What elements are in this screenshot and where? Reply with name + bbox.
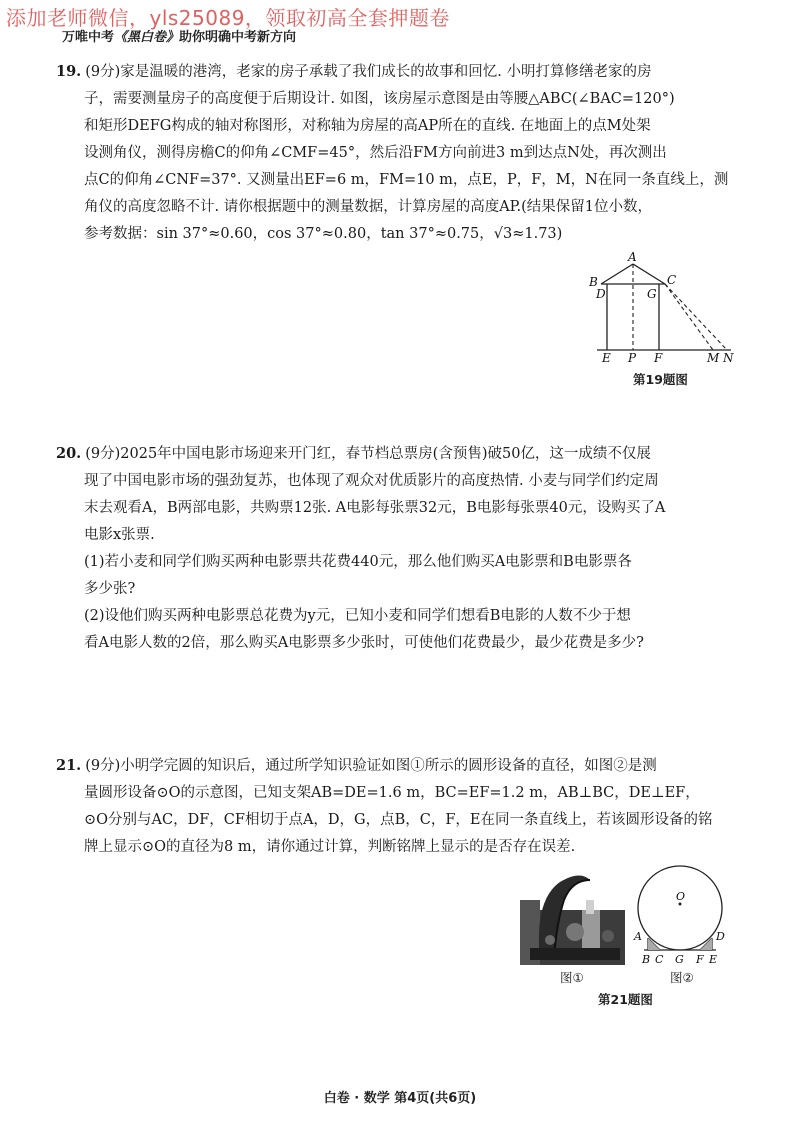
header-suffix: 助你明确中考新方向 [179,30,297,45]
label-A: A [634,930,642,943]
label-M: M [707,351,720,365]
label-C: C [667,273,677,287]
q21-line-2: 量圆形设备⊙O的示意图，已知支架AB=DE=1.6 m，BC=EF=1.2 m，AB⊥BC，DE⊥EF， [84,785,700,801]
q20-line-2: 现了中国电影市场的强劲复苏，也体现了观众对优质影片的高度热情. 小麦与同学们约定周 [84,473,659,489]
q19-line-3: 和矩形DEFG构成的轴对称图形，对称轴为房屋的高AP所在的直线. 在地面上的点M处架 [84,118,651,134]
label-A: A [628,250,637,264]
q20-line-1 [56,440,746,468]
label-D: D [596,287,606,301]
q20-sub-2-line-2: 看A电影人数的2倍，那么购买A电影票多少张时，可使他们花费最少，最少花费是多少? [84,635,644,651]
q20-number: 20. [56,445,82,462]
q21-line-4: 牌上显示⊙O的直径为8 m，请你通过计算，判断铭牌上显示的是否存在误差. [84,839,576,855]
roof-left-edge [601,264,633,284]
label-F: F [654,351,663,365]
label-B: B [642,953,651,966]
header-book-title: 《黑白卷》 [114,30,180,45]
question-20 [56,440,746,657]
q19-text-1: (9分)家是温暖的港湾，老家的房子承载了我们成长的故事和回忆. 小明打算修缮老家的房 [85,64,652,80]
q21-line-3: ⊙O分别与AC，DF，CF相切于点A，D，G，点B，C，F，E在同一条直线上，若该圆形设备的铭 [84,812,713,828]
q21-figure-caption: 第21题图 [598,992,653,1007]
label-N: N [723,351,734,365]
watermark-text: 添加老师微信，yls25089，领取初高全套押题卷 [6,6,450,30]
q19-line-2: 子，需要测量房子的高度便于后期设计. 如图，该房屋示意图是由等腰△ABC(∠BAC=120°) [84,91,675,107]
q20-text-1: (9分)2025年中国电影市场迎来开门红，春节档总票房(含预售)破50亿，这一成绩不仅展 [85,446,651,462]
q19-number: 19. [56,63,82,80]
q21-number: 21. [56,757,82,774]
q19-line-4: 设测角仪，测得房檐C的仰角∠CMF=45°，然后沿FM方向前进3 m到达点N处，再次测出 [84,145,667,161]
q21-photo-figure [520,870,625,965]
question-21 [56,752,746,861]
q21-circle-diagram [630,860,730,968]
q20-sub-1-line-2: 多少张? [84,581,136,597]
q21-line-1 [56,752,746,780]
header-slogan [62,26,296,45]
label-G: G [675,953,684,966]
circle-o [638,866,722,950]
question-19 [56,58,746,248]
page-footer: 白卷 · 数学 第4页(共6页) [323,1091,477,1106]
q19-line-5: 点C的仰角∠CNF=37°. 又测量出EF=6 m，FM=10 m，点E，P，F，M，N在同一条直线上，测 [84,172,729,188]
q19-line-1 [56,58,746,86]
label-F: F [696,953,704,966]
sight-line-cn [665,284,727,350]
q20-sub-1-line-1: (1)若小麦和同学们购买两种电影票共花费440元，那么他们购买A电影票和B电影票各 [84,554,632,570]
label-D: D [716,930,725,943]
header-prefix: 万唯中考 [62,30,115,45]
q21-fig1-label: 图① [560,970,584,985]
q19-line-7: 参考数据：sin 37°≈0.60，cos 37°≈0.80，tan 37°≈0.75，√3≈1.73) [84,226,563,242]
sight-line-cm [665,284,713,350]
q20-line-3: 末去观看A，B两部电影，共购票12张. A电影每张票32元，B电影每张票40元，设购买了A [84,500,666,516]
label-E: E [602,351,611,365]
q19-line-6: 角仪的高度忽略不计. 请你根据题中的测量数据，计算房屋的高度AP.(结果保留1位小数， [84,199,652,215]
q19-house-diagram [585,250,745,365]
label-G: G [647,287,657,301]
label-O: O [676,890,686,903]
q21-fig2-label: 图② [670,970,694,985]
roof-right-edge [633,264,665,284]
q20-line-4: 电影x张票. [84,527,155,543]
q20-sub-2-line-1: (2)设他们购买两种电影票总花费为y元，已知小麦和同学们想看B电影的人数不少于想 [84,608,631,624]
label-P: P [628,351,637,365]
q21-text-1: (9分)小明学完圆的知识后，通过所学知识验证如图①所示的圆形设备的直径，如图②是测 [85,758,657,774]
label-B: B [589,275,598,289]
label-C: C [655,953,664,966]
label-E: E [709,953,718,966]
q19-figure-caption: 第19题图 [633,372,688,387]
